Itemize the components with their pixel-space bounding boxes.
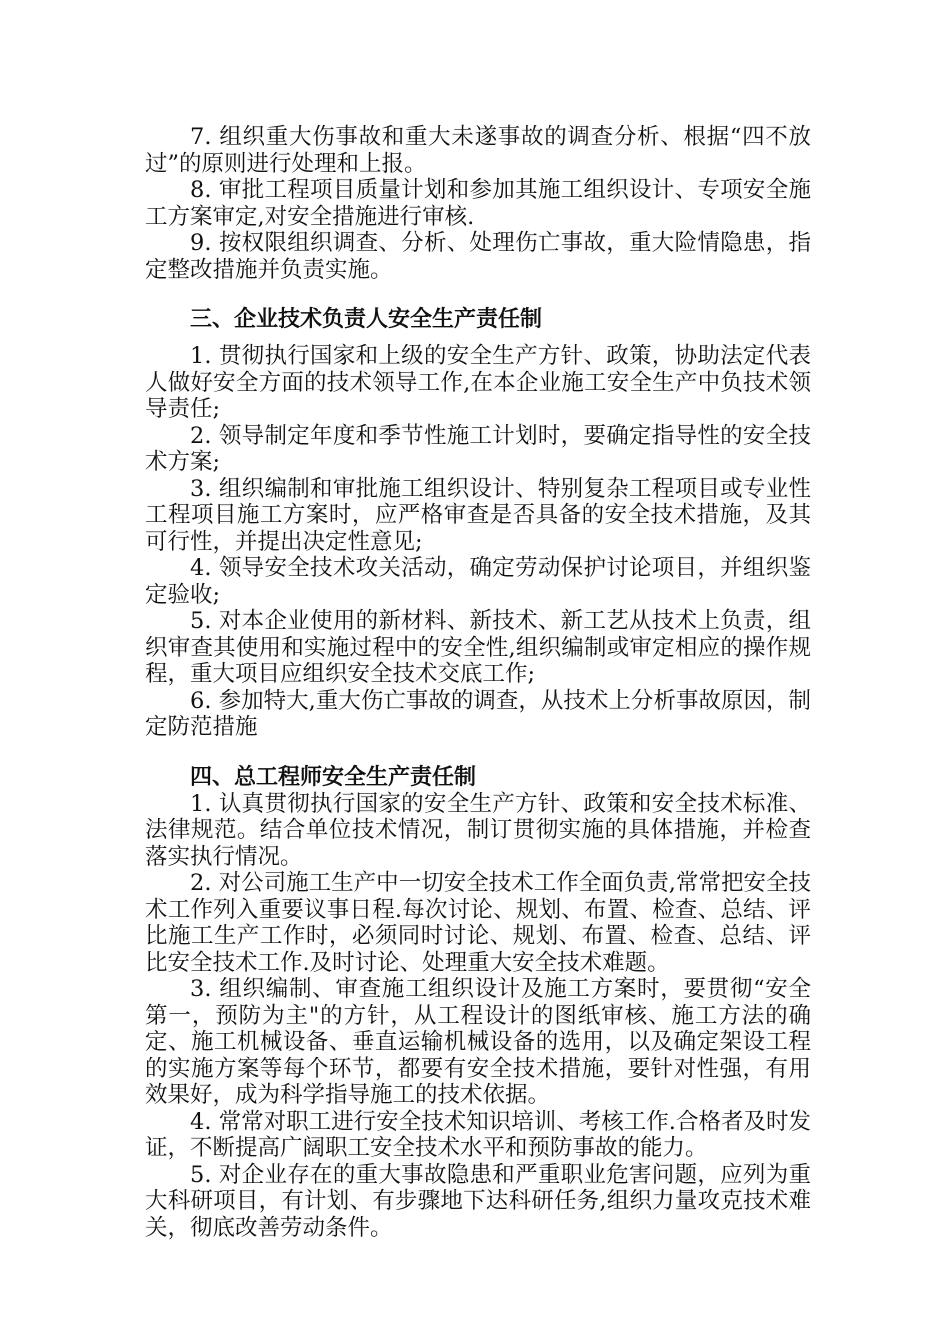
- paragraph-item-6: 6. 参加特大,重大伤亡事故的调查，从技术上分析事故原因，制定防范措施: [145, 687, 811, 740]
- section-heading-chief-engineer: 四、总工程师安全生产责任制: [190, 764, 477, 790]
- paragraph-item-4: 4. 常常对职工进行安全技术知识培训、考核工作.合格者及时发证，不断提高广阔职工安全技术水平和预防事故的能力。: [145, 1108, 811, 1161]
- paragraph-item-5: 5. 对本企业使用的新材料、新技术、新工艺从技术上负责，组织审查其使用和实施过程中的安全性,组织编制或审定相应的操作规程，重大项目应组织安全技术交底工作;: [145, 608, 811, 687]
- section-heading-technical-lead: 三、企业技术负责人安全生产责任制: [190, 307, 543, 332]
- paragraph-item-7: 7. 组织重大伤事故和重大未遂事故的调查分析、根据“四不放过”的原则进行处理和上报。: [145, 124, 811, 177]
- paragraph-item-4: 4. 领导安全技术攻关活动，确定劳动保护讨论项目，并组织鉴定验收;: [145, 555, 811, 608]
- paragraph-item-2: 2. 对公司施工生产中一切安全技术工作全面负责,常常把安全技术工作列入重要议事日程.每次讨论、规划、布置、检查、总结、评比施工生产工作时，必须同时讨论、规划、布置、检查、总结、评比安全技术工作.及时讨论、处理重大安全技术难题。: [145, 870, 811, 976]
- paragraph-item-8: 8. 审批工程项目质量计划和参加其施工组织设计、专项安全施工方案审定,对安全措施进行审核.: [145, 177, 811, 230]
- paragraph-item-5: 5. 对企业存在的重大事故隐患和严重职业危害问题，应列为重大科研项目，有计划、有步骤地下达科研任务,组织力量攻克技术难关，彻底改善劳动条件。: [145, 1161, 811, 1241]
- document-page: [145, 124, 811, 1241]
- paragraph-item-1: 1. 认真贯彻执行国家的安全生产方针、政策和安全技术标准、法律规范。结合单位技术情况，制订贯彻实施的具体措施，并检查落实执行情况。: [145, 790, 811, 870]
- paragraph-item-3: 3. 组织编制和审批施工组织设计、特别复杂工程项目或专业性工程项目施工方案时，应严格审查是否具备的安全技术措施，及其可行性，并提出决定性意见;: [145, 475, 811, 555]
- paragraph-item-9: 9. 按权限组织调查、分析、处理伤亡事故，重大险情隐患，指定整改措施并负责实施。: [145, 230, 811, 283]
- paragraph-item-1: 1. 贯彻执行国家和上级的安全生产方针、政策，协助法定代表人做好安全方面的技术领导工作,在本企业施工安全生产中负技术领导责任;: [145, 343, 811, 422]
- paragraph-item-3: 3. 组织编制、审查施工组织设计及施工方案时，要贯彻“安全第一，预防为主"的方针，从工程设计的图纸审核、施工方法的确定、施工机械设备、垂直运输机械设备的选用，以及确定架设工程的实施方案等每个环节，都要有安全技术措施，要针对性强，有用效果好，成为科学指导施工的技术依据。: [145, 976, 811, 1108]
- paragraph-item-2: 2. 领导制定年度和季节性施工计划时，要确定指导性的安全技术方案;: [145, 422, 811, 475]
